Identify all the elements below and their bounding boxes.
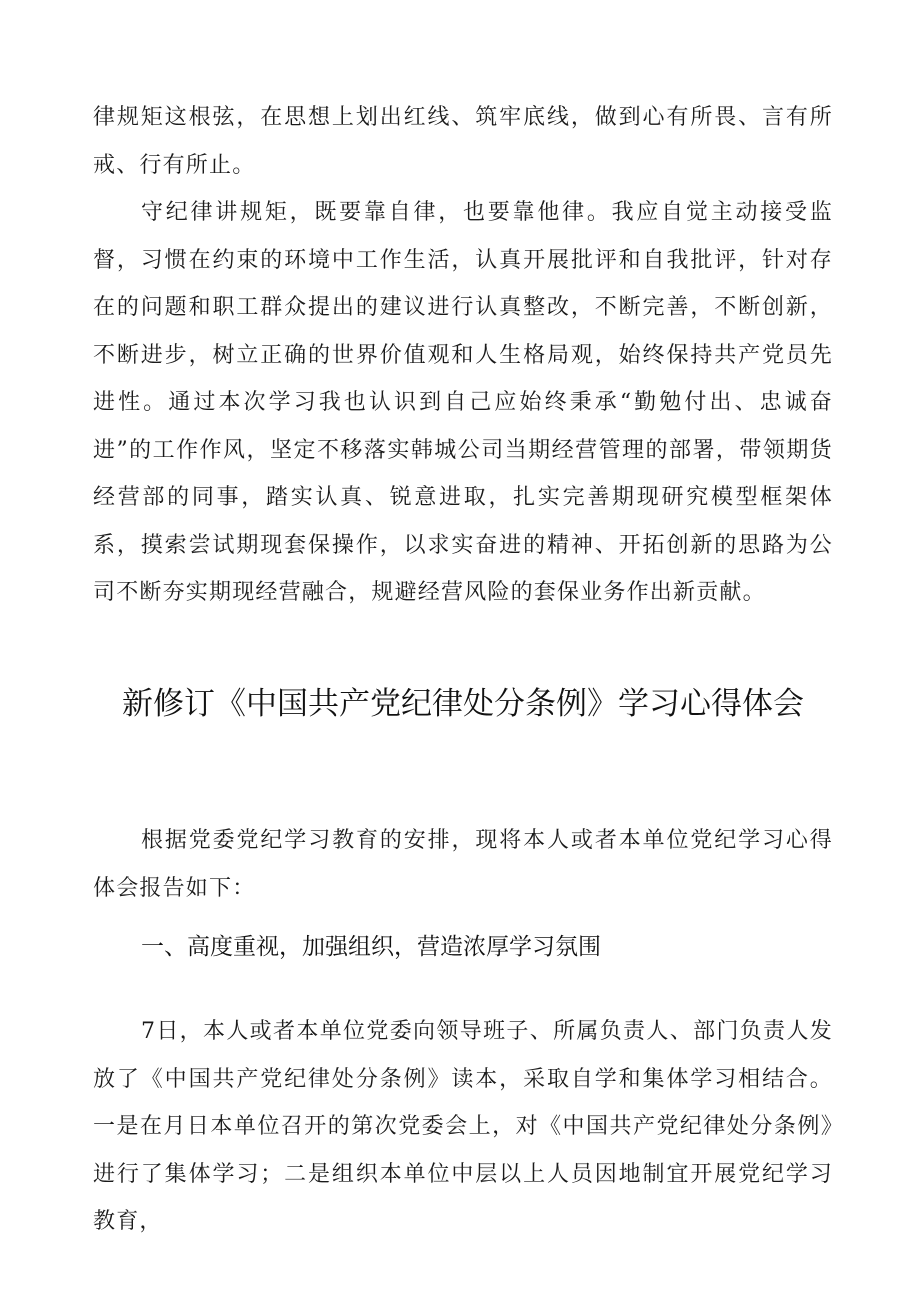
- section-heading-1: 一、高度重视，加强组织，营造浓厚学习氛围: [141, 934, 601, 960]
- paragraph-continued: 律规矩这根弦，在思想上划出红线、筑牢底线，做到心有所畏、言有所戒、行有所止。: [93, 105, 833, 178]
- body-paragraph-1: 7日，本人或者本单位党委向领导班子、所属负责人、部门负责人发放了《中国共产党纪律处分条例》读本，采取自学和集体学习相结合。一是在月日本单位召开的第次党委会上，对《中国共产党纪律处分条例》进行了集体学习；二是组织本单位中层以上人员因地制宜开展党纪学习教育，: [93, 1019, 833, 1234]
- intro-paragraph: 根据党委党纪学习教育的安排，现将本人或者本单位党纪学习心得体会报告如下：: [93, 828, 833, 901]
- paragraph-discipline: 守纪律讲规矩，既要靠自律，也要靠他律。我应自觉主动接受监督，习惯在约束的环境中工作生活，认真开展批评和自我批评，针对存在的问题和职工群众提出的建议进行认真整改，不断完善，不断创新，不断进步，树立正确的世界价值观和人生格局观，始终保持共产党员先进性。通过本次学习我也认识到自己应始终秉承“勤勉付出、忠诚奋进”的工作作风，坚定不移落实韩城公司当期经营管理的部署，带领期货经营部的同事，踏实认真、锐意进取，扎实完善期现研究模型框架体系，摸索尝试期现套保操作，以求实奋进的精神、开拓创新的思路为公司不断夯实期现经营融合，规避经营风险的套保业务作出新贡献。: [93, 200, 833, 605]
- section-title: 新修订《中国共产党纪律处分条例》学习心得体会: [122, 686, 804, 722]
